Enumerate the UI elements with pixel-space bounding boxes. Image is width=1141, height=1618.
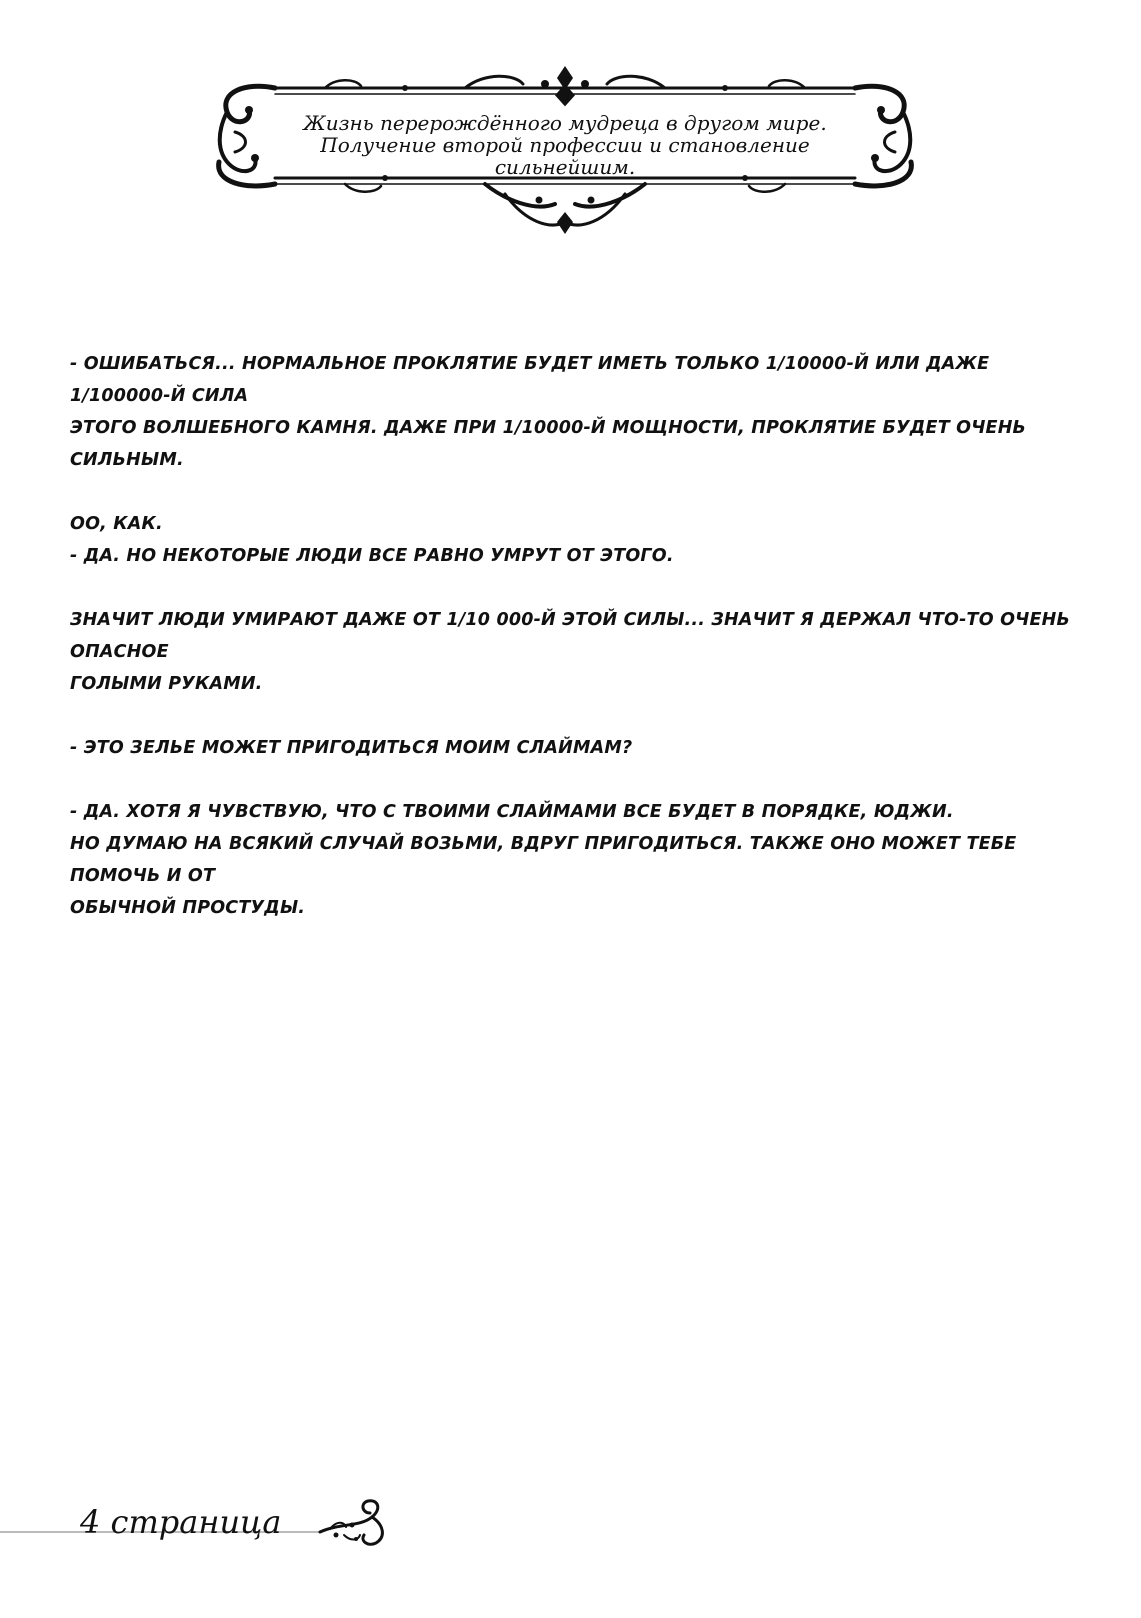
title-line: Получение второй профессии и становление [320,133,810,157]
text-line: - ОШИБАТЬСЯ... НОРМАЛЬНОЕ ПРОКЛЯТИЕ БУДЕТ ИМЕТЬ ТОЛЬКО 1/10000-Й ИЛИ ДАЖЕ 1/100000-Й СИЛА [70,354,996,406]
dialogue-text [70,348,1090,924]
text-line: - ДА. НО НЕКОТОРЫЕ ЛЮДИ ВСЕ РАВНО УМРУТ ОТ ЭТОГО. [70,546,674,566]
text-line: ЭТОГО ВОЛШЕБНОГО КАМНЯ. ДАЖЕ ПРИ 1/10000-Й МОЩНОСТИ, ПРОКЛЯТИЕ БУДЕТ ОЧЕНЬ СИЛЬНЫМ. [70,418,1033,470]
page-number: 4 страница [80,1503,282,1541]
page-title [275,112,855,178]
text-line: ОО, КАК. [70,514,163,534]
text-line: - ЭТО ЗЕЛЬЕ МОЖЕТ ПРИГОДИТЬСЯ МОИМ СЛАЙМАМ? [70,738,633,758]
page-footer [0,1495,1141,1618]
text-line: ГОЛЫМИ РУКАМИ. [70,674,263,694]
title-line: сильнейшим. [494,155,636,179]
title-frame [205,62,925,242]
text-line: - ДА. ХОТЯ Я ЧУВСТВУЮ, ЧТО С ТВОИМИ СЛАЙМАМИ ВСЕ БУДЕТ В ПОРЯДКЕ, ЮДЖИ. [70,802,954,822]
title-line: Жизнь перерождённого мудреца в другом мире. [303,111,827,135]
text-line: НО ДУМАЮ НА ВСЯКИЙ СЛУЧАЙ ВОЗЬМИ, ВДРУГ ПРИГОДИТЬСЯ. ТАКЖЕ ОНО МОЖЕТ ТЕБЕ ПОМОЧЬ И ОТ [70,834,1023,886]
text-line: ЗНАЧИТ ЛЮДИ УМИРАЮТ ДАЖЕ ОТ 1/10 000-Й ЭТОЙ СИЛЫ... ЗНАЧИТ Я ДЕРЖАЛ ЧТО-ТО ОЧЕНЬ ОПАСНОЕ [70,610,1077,662]
text-line: ОБЫЧНОЙ ПРОСТУДЫ. [70,898,306,918]
